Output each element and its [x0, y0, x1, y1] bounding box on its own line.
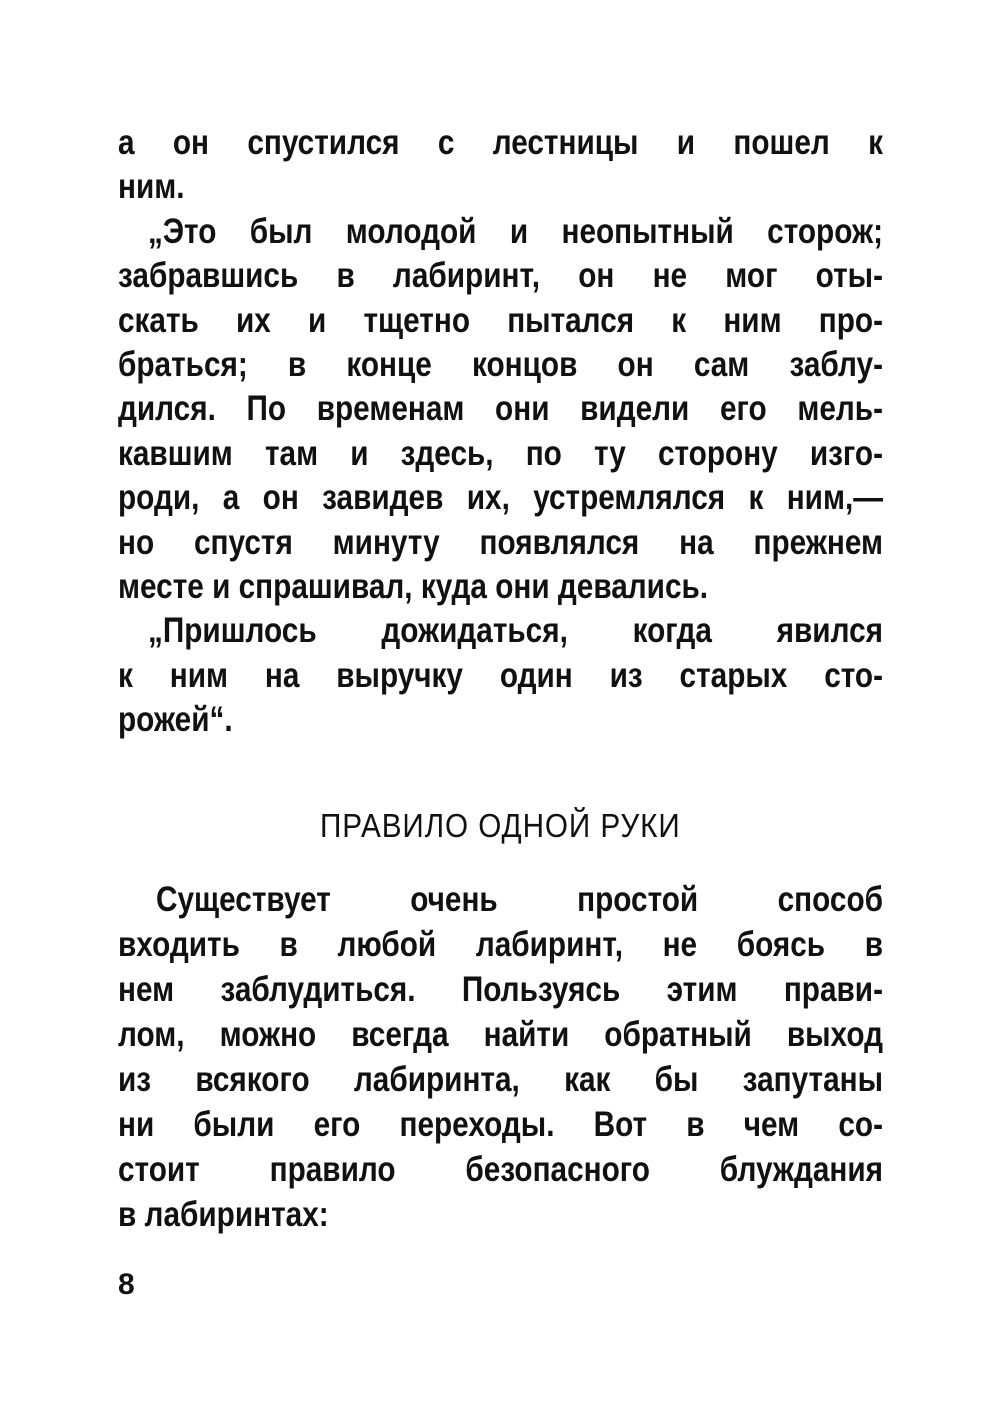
- text-line: скать их и тщетно пытался к ним про-: [118, 300, 883, 340]
- text-line: браться; в конце концов он сам заблу-: [118, 345, 883, 384]
- text-line: из всякого лабиринта, как бы запутаны: [118, 1060, 883, 1099]
- text-line: стоит правило безопасного блуждания: [118, 1150, 883, 1189]
- text-line: входить в любой лабиринт, не боясь в: [118, 925, 883, 964]
- text-line: роди, а он завидев их, устремлялся к ним,—: [118, 478, 883, 518]
- text-line: дился. По временам они видели его мель-: [118, 389, 883, 429]
- text-line: „Пришлось дожидаться, когда явился: [148, 611, 883, 651]
- text-line: нем заблудиться. Пользуясь этим прави-: [118, 970, 883, 1009]
- text-line: в лабиринтах:: [118, 1195, 329, 1234]
- text-line: но спустя минуту появлялся на прежнем: [118, 522, 883, 562]
- page-number: 8: [118, 1268, 135, 1301]
- text-line: рожей“.: [118, 700, 233, 740]
- text-line: ни были его переходы. Вот в чем со-: [118, 1105, 883, 1144]
- text-line: а он спустился с лестницы и пошел к: [118, 123, 883, 162]
- section-heading-text: ПРАВИЛО ОДНОЙ РУКИ: [319, 807, 681, 844]
- text-line: лом, можно всегда найти обратный выход: [118, 1015, 883, 1054]
- text-line: ним.: [118, 167, 185, 207]
- text-line: кавшим там и здесь, по ту сторону изго-: [118, 433, 883, 473]
- text-line: месте и спрашивал, куда они девались.: [118, 567, 709, 606]
- text-line: Существует очень простой способ: [156, 880, 883, 919]
- section-heading: [0, 804, 1000, 848]
- text-line: забравшись в лабиринт, он не мог оты-: [118, 256, 883, 296]
- text-line: к ним на выручку один из старых сто-: [118, 655, 883, 695]
- text-line: „Это был молодой и неопытный сторож;: [148, 211, 883, 251]
